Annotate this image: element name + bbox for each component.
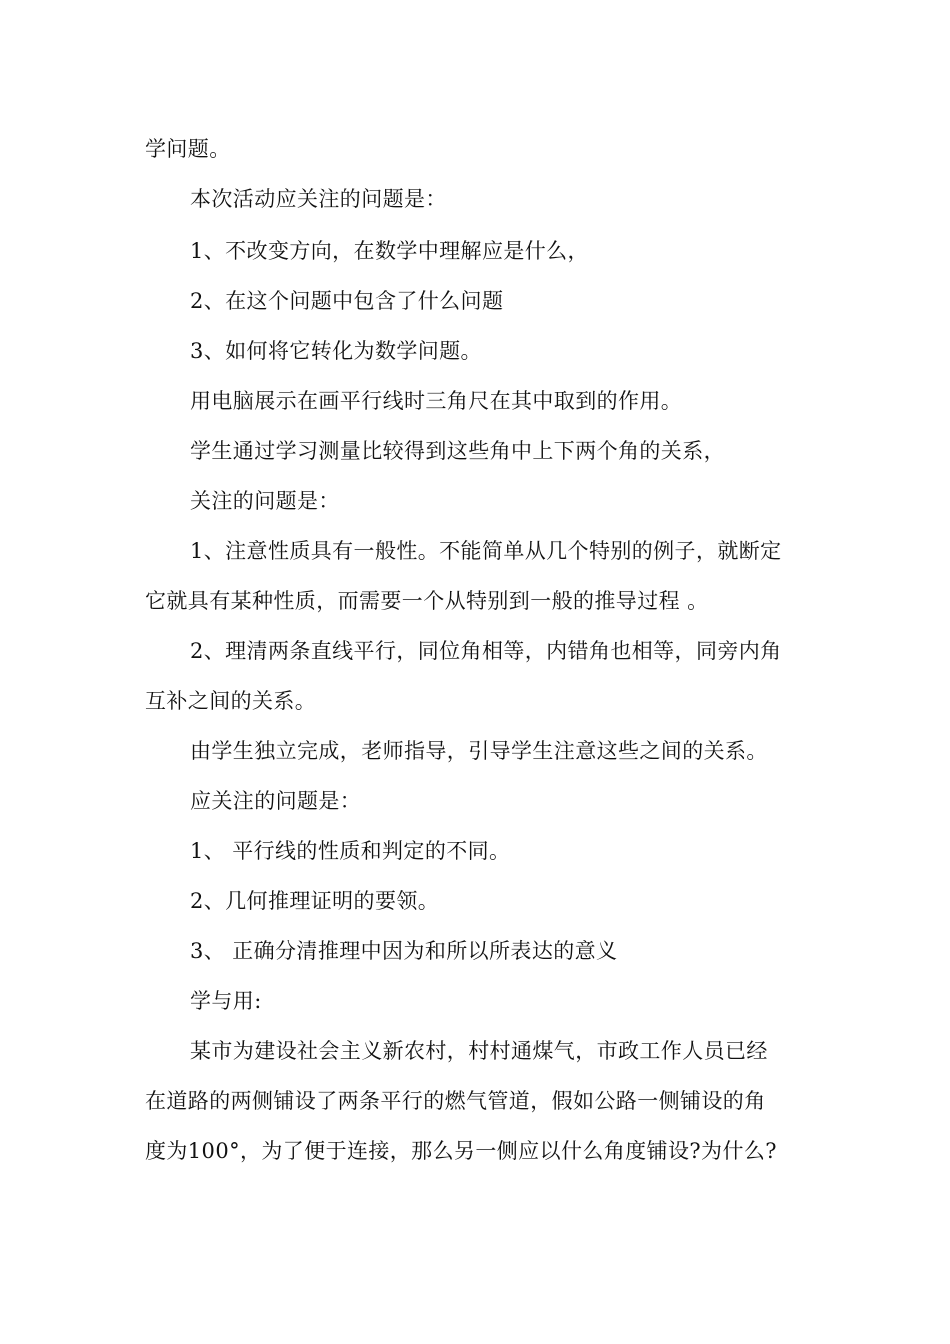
list-item: 1、 平行线的性质和判定的不同。 — [190, 839, 511, 863]
paragraph-line: 学生通过学习测量比较得到这些角中上下两个角的关系， — [190, 439, 725, 463]
paragraph-line: 它就具有某种性质，而需要一个从特别到一般的推导过程 。 — [145, 589, 709, 613]
list-item: 2、在这个问题中包含了什么问题 — [190, 289, 504, 313]
paragraph-line: 学问题。 — [145, 137, 231, 161]
list-item: 3、 正确分清推理中因为和所以所表达的意义 — [190, 939, 618, 963]
list-item: 3、如何将它转化为数学问题。 — [190, 339, 482, 363]
paragraph-line: 度为100°，为了便于连接，那么另一侧应以什么角度铺设?为什么? — [145, 1139, 777, 1163]
paragraph-line: 用电脑展示在画平行线时三角尺在其中取到的作用。 — [190, 389, 683, 413]
paragraph-line: 某市为建设社会主义新农村，村村通煤气，市政工作人员已经 — [190, 1039, 768, 1063]
list-item: 2、理清两条直线平行，同位角相等，内错角也相等，同旁内角 — [190, 639, 782, 663]
section-heading: 学与用: — [190, 989, 262, 1013]
paragraph-line: 由学生独立完成，老师指导，引导学生注意这些之间的关系。 — [190, 739, 768, 763]
paragraph-line: 关注的问题是： — [190, 489, 340, 513]
list-item: 2、几何推理证明的要领。 — [190, 889, 440, 913]
list-item: 1、不改变方向，在数学中理解应是什么， — [190, 239, 589, 263]
paragraph-line: 在道路的两侧铺设了两条平行的燃气管道，假如公路一侧铺设的角 — [145, 1089, 766, 1113]
list-item: 1、注意性质具有一般性。不能简单从几个特别的例子，就断定 — [190, 539, 782, 563]
paragraph-line: 本次活动应关注的问题是： — [190, 187, 447, 211]
paragraph-line: 互补之间的关系。 — [145, 689, 317, 713]
paragraph-line: 应关注的问题是： — [190, 789, 362, 813]
